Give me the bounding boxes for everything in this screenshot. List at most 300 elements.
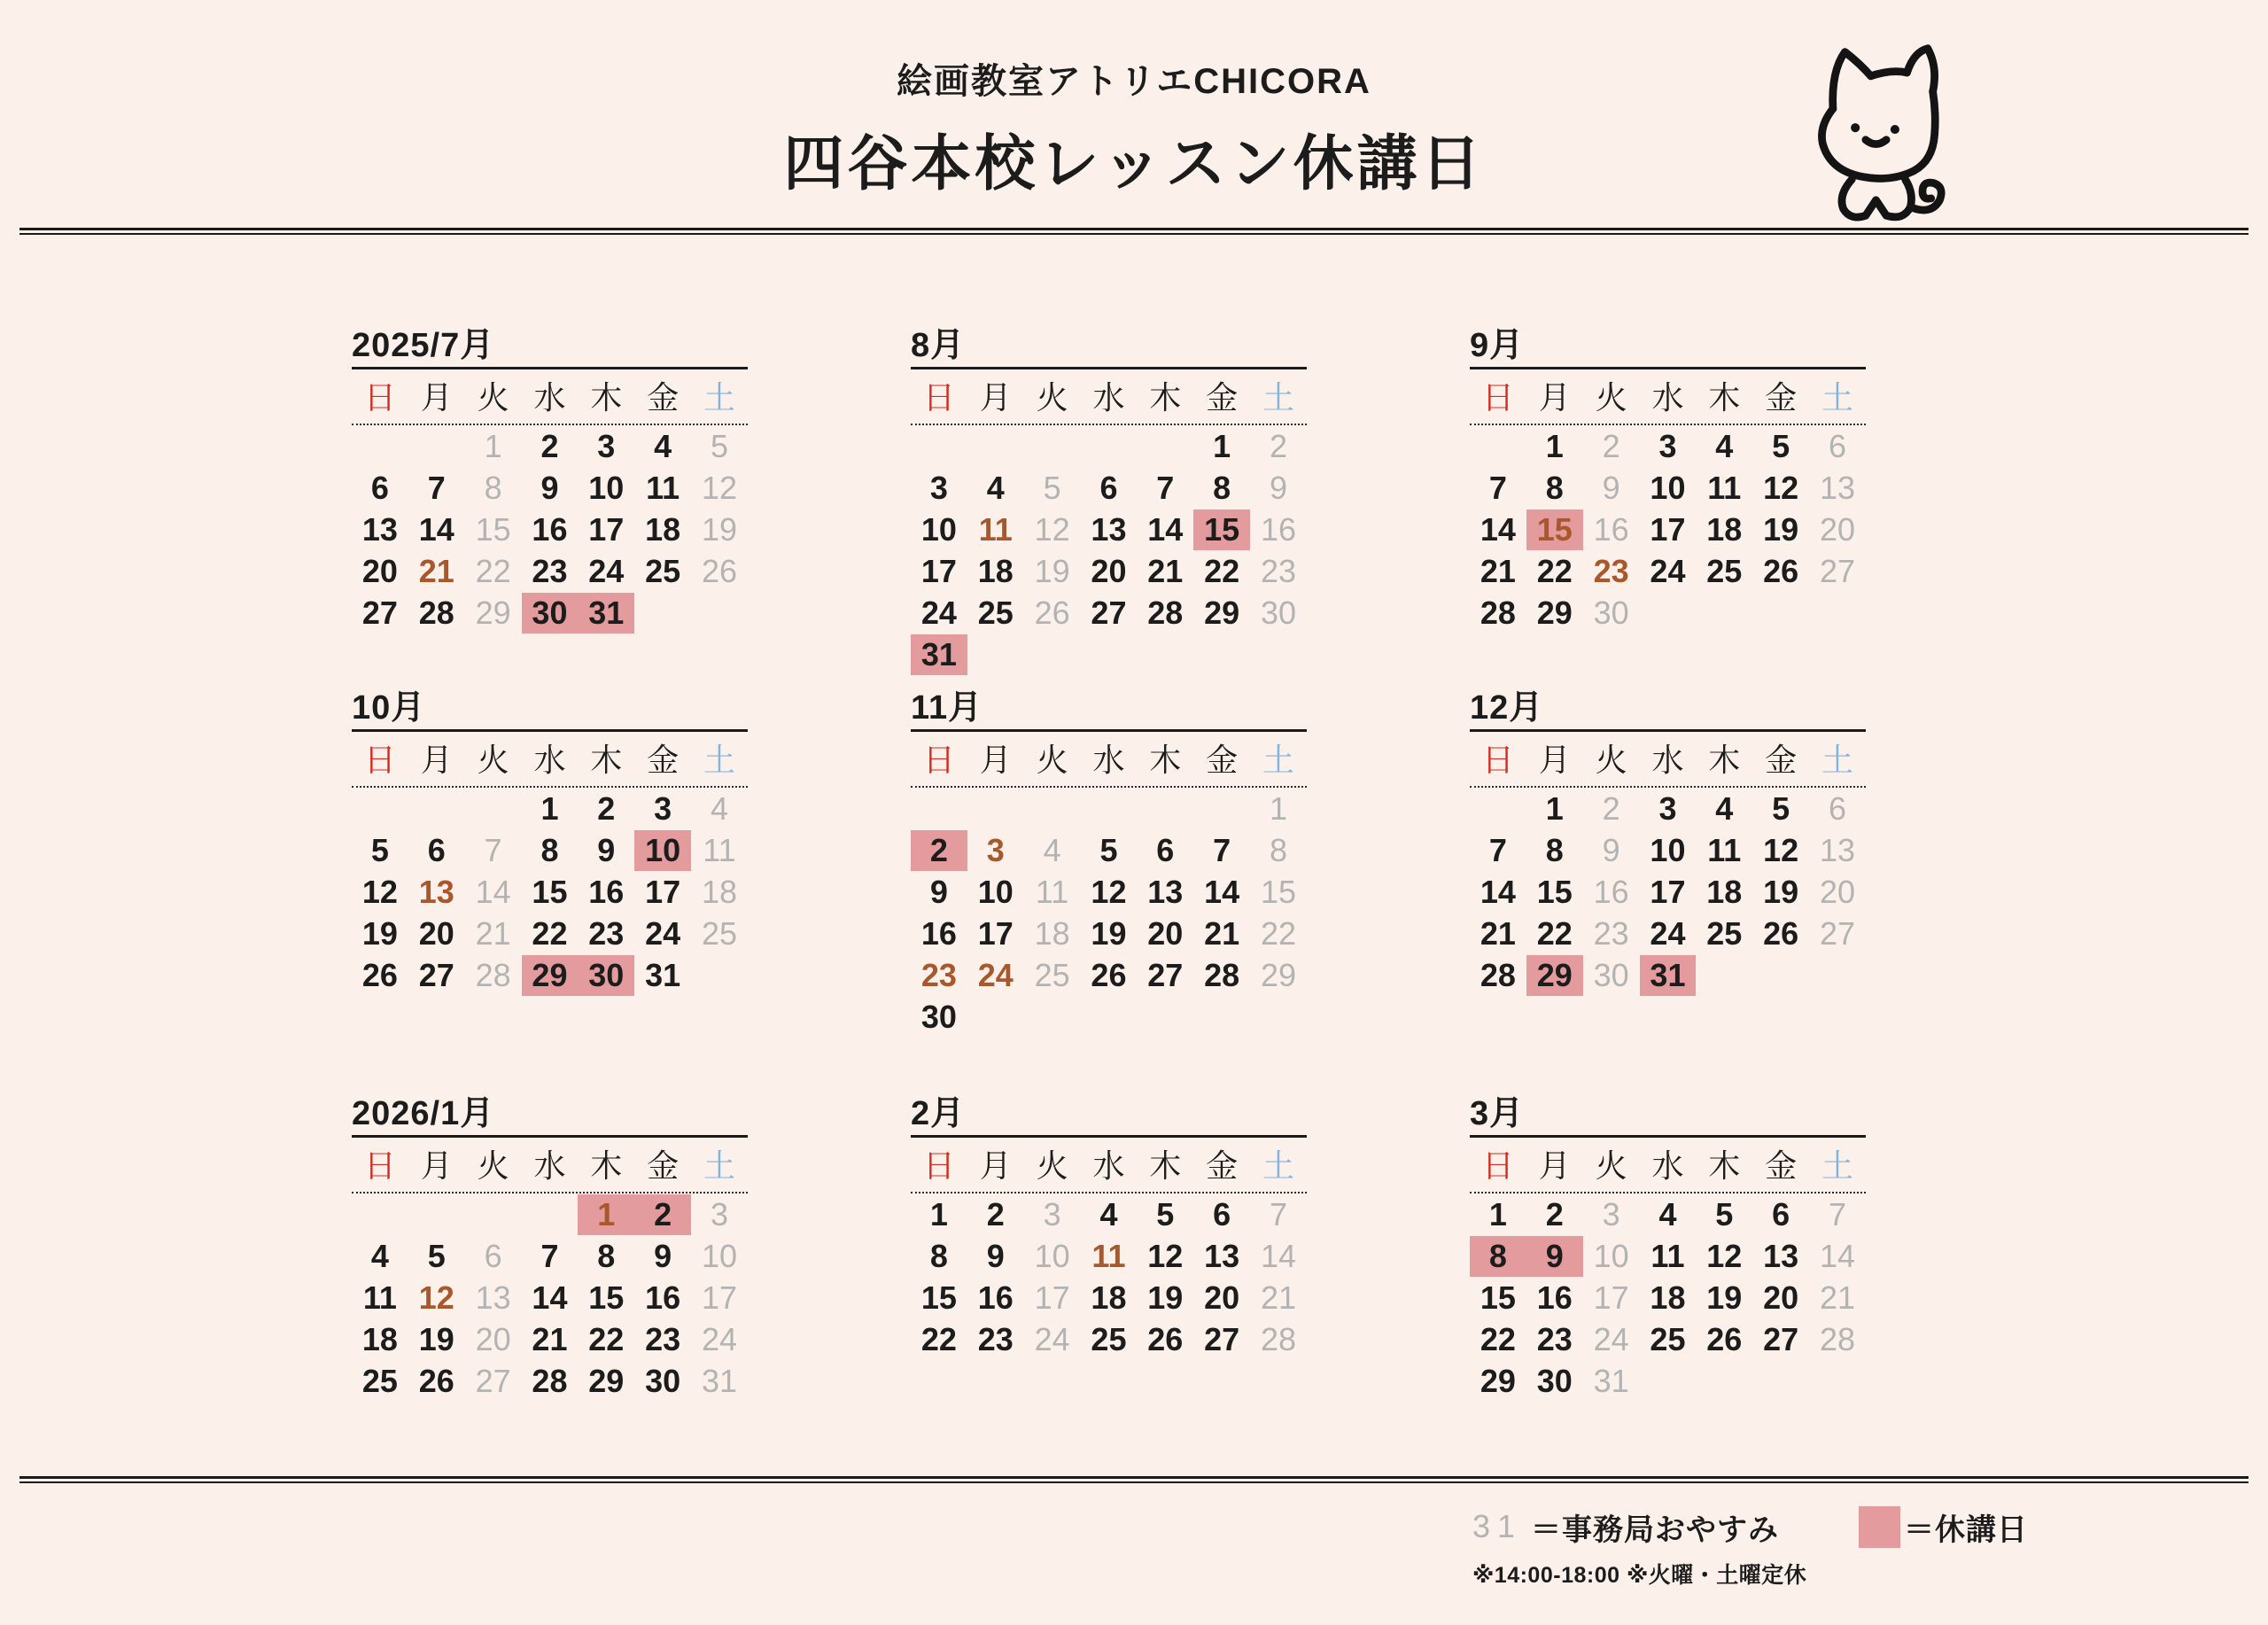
header-divider	[19, 228, 2249, 235]
day-cell: 1	[1213, 428, 1231, 464]
day-cell: 2	[634, 1194, 691, 1235]
weekday-label: 火	[477, 742, 509, 778]
week-row	[911, 509, 1307, 550]
day-cell	[1752, 593, 1809, 634]
day-cell	[1024, 426, 1081, 467]
week-row	[911, 634, 1307, 675]
day-cell: 31	[701, 1363, 737, 1399]
day-cell	[408, 426, 465, 467]
day-cell: 21	[532, 1321, 568, 1357]
day-cell: 15	[1526, 509, 1583, 550]
day-cell: 13	[1819, 470, 1855, 506]
day-cell: 22	[475, 553, 511, 589]
day-cell: 6	[427, 832, 446, 868]
weekday-label: 木	[1149, 379, 1182, 416]
week-row	[352, 1278, 748, 1318]
day-cell: 2	[986, 1196, 1005, 1232]
day-cell: 14	[1480, 874, 1516, 910]
day-cell: 1	[1269, 790, 1287, 827]
footer-divider	[19, 1476, 2249, 1483]
week-row	[1470, 872, 1866, 913]
day-cell: 28	[1480, 595, 1516, 631]
day-cell: 25	[701, 915, 737, 952]
weekday-label: 土	[703, 379, 735, 416]
day-cell	[1024, 789, 1081, 829]
day-cell: 16	[532, 511, 568, 548]
month-calendar	[1470, 1094, 1866, 1402]
weekday-label: 土	[1262, 1147, 1294, 1184]
week-row	[1470, 914, 1866, 954]
day-cell: 28	[1204, 957, 1240, 993]
day-cell	[911, 426, 967, 467]
weekday-label: 水	[533, 1147, 566, 1184]
legend	[1472, 1504, 2028, 1590]
calendar-grid	[352, 326, 1866, 1402]
day-cell: 9	[1602, 832, 1620, 868]
day-cell: 2	[1545, 1196, 1564, 1232]
day-cell: 30	[1593, 957, 1629, 993]
day-cell: 19	[1763, 511, 1799, 548]
day-cell: 29	[1536, 595, 1573, 631]
day-cell	[1137, 634, 1193, 675]
day-cell: 26	[361, 957, 398, 993]
day-cell: 13	[418, 874, 454, 910]
day-cell	[1193, 634, 1250, 675]
day-cell: 28	[1480, 957, 1516, 993]
day-cell: 22	[588, 1321, 625, 1357]
month-calendar	[911, 326, 1307, 688]
weekday-label: 水	[1092, 742, 1125, 778]
weekday-label: 金	[1206, 742, 1239, 778]
day-cell: 31	[578, 593, 634, 634]
weekday-label: 日	[922, 379, 955, 416]
week-row	[352, 509, 748, 550]
day-cell: 14	[1204, 874, 1240, 910]
lesson-closed-label: ＝休講日	[1904, 1512, 2029, 1547]
weekday-label: 金	[647, 379, 680, 416]
week-row	[352, 468, 748, 509]
day-cell: 4	[710, 790, 728, 827]
day-cell: 30	[522, 593, 579, 634]
weekday-label: 月	[1538, 1147, 1571, 1184]
day-cell: 11	[978, 511, 1013, 548]
day-cell: 24	[645, 915, 681, 952]
weekday-label: 金	[1206, 1147, 1239, 1184]
day-cell: 22	[1260, 915, 1296, 952]
weekday-label: 火	[1036, 742, 1068, 778]
weekday-label: 木	[1708, 742, 1741, 778]
day-cell: 18	[645, 511, 681, 548]
week-row	[911, 593, 1307, 634]
day-cell: 16	[1593, 874, 1629, 910]
month-calendar	[352, 326, 748, 688]
day-cell: 1	[1545, 428, 1564, 464]
day-cell: 2	[1602, 790, 1620, 827]
weekday-label: 月	[420, 1147, 453, 1184]
week-row	[1470, 830, 1866, 871]
day-cell: 18	[1706, 874, 1743, 910]
week-row	[1470, 1361, 1866, 1402]
day-cell: 4	[986, 470, 1005, 506]
weekday-label: 月	[979, 379, 1012, 416]
month-calendar	[911, 688, 1307, 1094]
day-cell: 16	[920, 915, 957, 952]
weekday-label: 土	[703, 1147, 735, 1184]
day-cell: 2	[911, 830, 967, 871]
day-cell: 27	[1204, 1321, 1240, 1357]
day-cell: 27	[1091, 595, 1127, 631]
day-cell	[1081, 634, 1138, 675]
day-cell: 22	[1536, 553, 1573, 589]
weekday-label: 木	[590, 379, 623, 416]
day-cell: 8	[1545, 832, 1564, 868]
day-cell: 25	[977, 595, 1014, 631]
weekday-label: 日	[1481, 1147, 1514, 1184]
month-title: 8月	[911, 326, 1307, 369]
day-cell	[1640, 1361, 1697, 1402]
day-cell: 16	[645, 1279, 681, 1316]
week-row	[352, 955, 748, 996]
day-cell	[1470, 789, 1526, 829]
day-cell: 9	[597, 832, 616, 868]
day-cell: 14	[1260, 1238, 1296, 1274]
day-cell	[1081, 997, 1138, 1038]
month-title: 11月	[911, 688, 1307, 732]
day-cell: 5	[1772, 790, 1790, 827]
office-closed-sample-number: 31	[1472, 1508, 1523, 1544]
day-cell: 26	[1147, 1321, 1184, 1357]
week-row	[352, 872, 748, 913]
day-cell: 18	[701, 874, 737, 910]
day-cell: 1	[929, 1196, 948, 1232]
weekday-header-row	[352, 369, 748, 425]
week-row	[352, 1194, 748, 1235]
month-calendar	[352, 1094, 748, 1402]
day-cell: 6	[1828, 790, 1846, 827]
day-cell: 16	[977, 1279, 1014, 1316]
day-cell: 27	[1819, 915, 1855, 952]
day-cell: 8	[1545, 470, 1564, 506]
weekday-label: 日	[1481, 379, 1514, 416]
weekday-label: 土	[1821, 1147, 1853, 1184]
week-row	[911, 997, 1307, 1038]
weekday-label: 火	[1595, 1147, 1627, 1184]
legend-note: ※14:00-18:00 ※火曜・土曜定休	[1472, 1563, 1807, 1588]
day-cell: 7	[1213, 832, 1231, 868]
day-cell: 20	[361, 553, 398, 589]
day-cell: 13	[361, 511, 398, 548]
day-cell: 17	[1650, 511, 1686, 548]
day-cell: 3	[597, 428, 616, 464]
day-cell: 12	[1091, 874, 1127, 910]
day-cell: 30	[1260, 595, 1296, 631]
day-cell: 21	[475, 915, 511, 952]
day-cell: 7	[1269, 1196, 1287, 1232]
day-cell: 23	[588, 915, 625, 952]
day-cell: 8	[540, 832, 559, 868]
day-cell: 4	[370, 1238, 389, 1274]
day-cell: 23	[645, 1321, 681, 1357]
day-cell	[1752, 955, 1809, 996]
month-calendar	[1470, 326, 1866, 688]
day-cell: 21	[1260, 1279, 1296, 1316]
day-cell: 5	[710, 428, 728, 464]
month-title: 2025/7月	[352, 326, 748, 369]
day-cell: 15	[1480, 1279, 1516, 1316]
day-cell: 1	[484, 428, 502, 464]
week-row	[352, 593, 748, 634]
day-cell: 14	[532, 1279, 568, 1316]
weekday-label: 月	[979, 742, 1012, 778]
day-cell	[967, 789, 1024, 829]
day-cell: 15	[475, 511, 511, 548]
day-cell: 10	[634, 830, 691, 871]
day-cell: 20	[1819, 874, 1855, 910]
day-cell: 3	[1602, 1196, 1620, 1232]
day-cell: 3	[710, 1196, 728, 1232]
day-cell: 14	[1480, 511, 1516, 548]
day-cell: 9	[986, 1238, 1005, 1274]
month-calendar	[352, 688, 748, 1094]
weekday-label: 火	[1036, 379, 1068, 416]
day-cell: 7	[1488, 832, 1507, 868]
day-cell: 24	[920, 595, 957, 631]
day-cell: 18	[1706, 511, 1743, 548]
day-cell: 11	[1035, 874, 1069, 910]
day-cell: 30	[578, 955, 634, 996]
day-cell: 12	[1034, 511, 1070, 548]
weekday-label: 金	[1765, 379, 1798, 416]
day-cell: 4	[1715, 428, 1734, 464]
day-cell	[1137, 997, 1193, 1038]
day-cell: 17	[1034, 1279, 1070, 1316]
week-row	[911, 872, 1307, 913]
day-cell: 2	[540, 428, 559, 464]
week-row	[911, 426, 1307, 467]
day-cell: 11	[1707, 832, 1742, 868]
day-cell: 29	[1260, 957, 1296, 993]
week-row	[1470, 509, 1866, 550]
weekday-label: 日	[363, 742, 396, 778]
weekday-label: 火	[1595, 742, 1627, 778]
day-cell: 15	[588, 1279, 625, 1316]
day-cell: 8	[1470, 1236, 1526, 1277]
day-cell: 28	[1819, 1321, 1855, 1357]
day-cell: 28	[1260, 1321, 1296, 1357]
week-row	[911, 1319, 1307, 1360]
day-cell: 15	[1193, 509, 1250, 550]
day-cell: 1	[578, 1194, 634, 1235]
weekday-label: 木	[1149, 1147, 1182, 1184]
day-cell	[1137, 789, 1193, 829]
day-cell: 16	[1593, 511, 1629, 548]
weekday-label: 日	[922, 1147, 955, 1184]
day-cell	[911, 789, 967, 829]
week-row	[1470, 1194, 1866, 1235]
legend-line	[1472, 1504, 2028, 1549]
weekday-label: 日	[363, 1147, 396, 1184]
week-row	[1470, 1319, 1866, 1360]
day-cell: 9	[1602, 470, 1620, 506]
day-cell: 9	[540, 470, 559, 506]
weekday-label: 水	[533, 379, 566, 416]
day-cell: 27	[418, 957, 454, 993]
weekday-label: 木	[1708, 379, 1741, 416]
day-cell: 3	[986, 832, 1005, 868]
day-cell: 15	[1536, 874, 1573, 910]
day-cell: 25	[1706, 553, 1743, 589]
day-cell: 19	[418, 1321, 454, 1357]
day-cell: 22	[1480, 1321, 1516, 1357]
day-cell: 17	[645, 874, 681, 910]
month-calendar	[911, 1094, 1307, 1402]
month-title: 2月	[911, 1094, 1307, 1138]
day-cell: 12	[1147, 1238, 1184, 1274]
week-row	[352, 914, 748, 954]
day-cell	[691, 955, 748, 996]
week-row	[1470, 468, 1866, 509]
day-cell: 6	[370, 470, 389, 506]
day-cell	[1081, 789, 1138, 829]
day-cell: 16	[588, 874, 625, 910]
day-cell: 23	[920, 957, 957, 993]
week-row	[1470, 551, 1866, 592]
day-cell	[1024, 997, 1081, 1038]
day-cell: 21	[1480, 553, 1516, 589]
day-cell: 17	[977, 915, 1014, 952]
day-cell: 16	[1536, 1279, 1573, 1316]
day-cell: 29	[1204, 595, 1240, 631]
day-cell: 7	[484, 832, 502, 868]
day-cell: 12	[1763, 470, 1799, 506]
day-cell: 17	[1593, 1279, 1629, 1316]
day-cell: 28	[532, 1363, 568, 1399]
day-cell: 10	[977, 874, 1014, 910]
weekday-header-row	[1470, 369, 1866, 425]
day-cell: 7	[540, 1238, 559, 1274]
weekday-label: 火	[1036, 1147, 1068, 1184]
day-cell: 20	[475, 1321, 511, 1357]
day-cell: 21	[1204, 915, 1240, 952]
day-cell: 19	[361, 915, 398, 952]
day-cell: 29	[475, 595, 511, 631]
day-cell: 13	[475, 1279, 511, 1316]
weekday-label: 月	[979, 1147, 1012, 1184]
day-cell: 24	[1650, 553, 1686, 589]
day-cell	[1752, 1361, 1809, 1402]
day-cell: 18	[1034, 915, 1070, 952]
day-cell	[352, 1194, 408, 1235]
week-row	[911, 1278, 1307, 1318]
day-cell: 20	[1819, 511, 1855, 548]
day-cell: 7	[1828, 1196, 1846, 1232]
day-cell: 6	[484, 1238, 502, 1274]
day-cell	[1250, 997, 1307, 1038]
day-cell: 13	[1091, 511, 1127, 548]
day-cell: 20	[1204, 1279, 1240, 1316]
day-cell	[1024, 634, 1081, 675]
weekday-label: 火	[477, 1147, 509, 1184]
day-cell	[1809, 955, 1866, 996]
day-cell: 10	[920, 511, 957, 548]
day-cell: 9	[654, 1238, 672, 1274]
cat-logo-icon	[1803, 40, 1980, 226]
weekday-label: 月	[1538, 742, 1571, 778]
weekday-header-row	[911, 1138, 1307, 1193]
day-cell	[408, 789, 465, 829]
day-cell: 24	[1650, 915, 1686, 952]
day-cell: 4	[654, 428, 672, 464]
week-row	[352, 789, 748, 829]
day-cell: 13	[1204, 1238, 1240, 1274]
day-cell: 20	[1091, 553, 1127, 589]
day-cell: 5	[1156, 1196, 1175, 1232]
day-cell: 9	[1526, 1236, 1583, 1277]
day-cell: 5	[427, 1238, 446, 1274]
day-cell: 8	[929, 1238, 948, 1274]
day-cell: 27	[1763, 1321, 1799, 1357]
weekday-label: 水	[533, 742, 566, 778]
day-cell: 4	[1715, 790, 1734, 827]
day-cell	[1193, 789, 1250, 829]
week-row	[1470, 1278, 1866, 1318]
page-title: 四谷本校レッスン休講日	[783, 130, 1485, 198]
day-cell: 21	[1480, 915, 1516, 952]
day-cell	[967, 997, 1024, 1038]
month-title: 9月	[1470, 326, 1866, 369]
month-title: 2026/1月	[352, 1094, 748, 1138]
day-cell: 13	[1819, 832, 1855, 868]
weekday-label: 日	[363, 379, 396, 416]
week-row	[352, 551, 748, 592]
day-cell: 19	[1147, 1279, 1184, 1316]
day-cell: 19	[1706, 1279, 1743, 1316]
day-cell: 19	[701, 511, 737, 548]
day-cell: 26	[418, 1363, 454, 1399]
day-cell: 27	[475, 1363, 511, 1399]
week-row	[911, 1194, 1307, 1235]
week-row	[352, 1319, 748, 1360]
day-cell: 10	[701, 1238, 737, 1274]
day-cell: 30	[1536, 1363, 1573, 1399]
day-cell: 1	[1488, 1196, 1507, 1232]
day-cell: 7	[1156, 470, 1175, 506]
week-row	[1470, 789, 1866, 829]
day-cell: 8	[597, 1238, 616, 1274]
weekday-header-row	[1470, 732, 1866, 788]
day-cell: 20	[418, 915, 454, 952]
day-cell: 10	[1034, 1238, 1070, 1274]
day-cell	[465, 789, 522, 829]
day-cell: 29	[1526, 955, 1583, 996]
day-cell: 11	[1091, 1238, 1126, 1274]
week-row	[911, 955, 1307, 996]
week-row	[911, 551, 1307, 592]
day-cell: 18	[361, 1321, 398, 1357]
day-cell	[691, 593, 748, 634]
weekday-label: 水	[1651, 742, 1684, 778]
day-cell: 31	[1593, 1363, 1629, 1399]
week-row	[1470, 955, 1866, 996]
day-cell	[465, 1194, 522, 1235]
weekday-label: 金	[1765, 742, 1798, 778]
day-cell: 8	[1213, 470, 1231, 506]
day-cell: 22	[532, 915, 568, 952]
week-row	[1470, 426, 1866, 467]
day-cell: 15	[1260, 874, 1296, 910]
weekday-label: 日	[922, 742, 955, 778]
day-cell: 23	[1593, 553, 1629, 589]
